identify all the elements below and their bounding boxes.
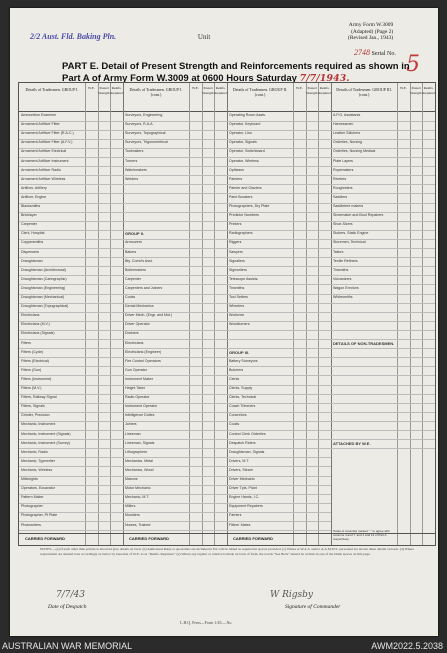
trade-row-label: Concretors: [229, 413, 247, 418]
trade-row-label: Operator, Switchboard: [229, 149, 265, 154]
trade-row-label: Mechanic, M.T.: [125, 495, 150, 500]
row-rule: [331, 312, 435, 313]
trade-row-label: Painter and Glaziers: [229, 185, 262, 190]
trade-row-label: Armament Artificer Fitter (A.F.V.): [21, 140, 73, 145]
trade-row-label: Drivers, Steam: [229, 467, 253, 472]
trade-row-label: Toolmakers: [125, 149, 144, 154]
trade-row-label: Armourers: [125, 240, 142, 245]
serial-number: [354, 48, 396, 57]
trade-row-label: Draughtsman (Engineering): [21, 285, 66, 290]
trade-row-label: Linesman, Signals: [125, 440, 155, 445]
trade-row-label: Surveyors, Trigonometrical: [125, 140, 168, 145]
trade-row-label: ATTACHED BY W.E.: [333, 440, 371, 446]
sub-column-header: W.E.: [400, 86, 407, 90]
trade-row-label: Fire Control Operators: [125, 358, 161, 363]
trade-row-label: Signallers: [229, 258, 245, 263]
commander-signature-label: Signature of Commander: [285, 604, 341, 610]
trade-row-label: Lithographers: [125, 449, 147, 454]
trade-row-label: Equipment Repairers: [229, 504, 263, 509]
trade-row-label: Saddlers: [333, 194, 348, 199]
trade-row-label: Electricians: [125, 340, 144, 345]
trade-row-label: Photographer, Pt Plate: [21, 513, 58, 518]
unit-stamp: 2/2 Aust. Fld. Baking Pln.: [30, 32, 117, 41]
trade-row-label: Fitters' Mates: [229, 522, 251, 527]
trade-row-label: Workmen: [229, 313, 245, 318]
trade-row-label: Height Taker: [125, 386, 146, 390]
trade-row-label: Armament Artificer Wireless: [21, 176, 66, 181]
trade-row-label: Mechanic, Radio: [21, 449, 48, 454]
trade-row-label: Driver Operator: [125, 322, 150, 327]
serial-value: 2748: [354, 48, 370, 57]
row-rule: [123, 193, 227, 194]
credit-right: AWM2022.5.2038: [371, 641, 443, 651]
commander-signature: W Rigsby: [270, 590, 313, 600]
trade-row-label: Blacksmiths: [21, 204, 41, 208]
trade-row-label: Whitesmiths: [333, 295, 353, 299]
trade-row-label: Radio Operator: [125, 395, 150, 400]
trade-row-label: Gun Operator: [125, 367, 147, 372]
trade-row-label: Intelligence Duties: [125, 413, 155, 418]
carried-forward-label: CARRIED FORWARD: [233, 536, 273, 541]
sub-column-header: Posted Strength.: [409, 86, 423, 95]
form-reference: [348, 22, 393, 42]
trade-row-label: Carpenters and Joiners: [125, 285, 163, 290]
row-rule: [331, 430, 435, 431]
row-rule: [227, 530, 331, 531]
trade-row-label: Grinder, Precision: [21, 413, 50, 418]
row-rule: [331, 303, 435, 304]
row-rule: [227, 339, 331, 340]
trade-row-label: Fitters: [21, 340, 31, 345]
trade-row-label: Boilermakers: [125, 267, 146, 272]
column-header: Details of Tradesmen. GROUP III. (cont.): [336, 87, 392, 97]
sub-column-divider: [422, 83, 423, 545]
column-divider: [331, 83, 332, 545]
credit-bar: [0, 640, 447, 653]
trade-row-label: GROUP III.: [229, 349, 250, 355]
trade-row-label: Shoemaker and Boot Repairers: [333, 213, 384, 218]
trade-row-label: Fitters (M.V.): [21, 386, 42, 390]
trade-row-label: Textile Refiners: [333, 258, 358, 263]
trade-row-label: Electricians: [21, 313, 40, 318]
trade-row-label: Clerk, Hospital: [21, 231, 45, 236]
trade-row-label: Tailors: [333, 249, 344, 254]
trade-row-label: Riveters: [333, 176, 347, 181]
title-line-2-text: Part A of Army Form W.3009 at 0600 Hours Saturday: [62, 73, 297, 84]
trade-row-label: Millwrights: [21, 477, 38, 481]
serial-label: Serial No.: [371, 51, 396, 57]
trade-row-label: Carpenter: [125, 276, 141, 281]
trade-row-label: Clerks, Technical: [229, 395, 257, 400]
trade-row-label: Driver Mech. (Engr. and Mot.): [125, 313, 173, 318]
trade-row-label: Fitters, Signals: [21, 404, 45, 409]
trade-row-label: Tinsmiths: [229, 285, 245, 290]
title-line-1: PART E. Detail of Present Strength and Reinforcements required as shown in: [62, 61, 410, 72]
trade-row-label: Draughtsman: [21, 258, 43, 263]
trade-row-label: Dental Mechanics: [125, 304, 154, 309]
row-rule: [123, 203, 227, 204]
trade-row-label: Armament Artificer Fitter (R.A.C.): [21, 131, 74, 136]
sub-column-header: Reinfs. Required.: [110, 86, 124, 95]
trade-row-label: Bakers: [125, 249, 137, 254]
sub-column-header: W.E.: [88, 86, 95, 90]
trade-row-label: Fitters (Cycle): [21, 349, 44, 354]
trade-row-label: Mechanic, Wireless: [21, 467, 53, 472]
trade-row-label: Motor Mechanic: [125, 486, 151, 491]
trade-row-label: Storemen, Technical: [333, 240, 366, 245]
trade-row-label: Clerks: [229, 376, 240, 381]
trade-row-label: Farriers: [229, 513, 242, 518]
sub-column-header: Reinfs. Required.: [422, 86, 436, 95]
trade-row-label: Fitters (Electrical): [21, 358, 49, 363]
row-rule: [331, 448, 435, 449]
trade-row-label: Riggers: [229, 240, 242, 245]
trade-row-label: Instrument Maker: [125, 376, 153, 381]
trade-row-label: Ammunition Examiner: [21, 113, 57, 117]
trade-row-label: Driver Mechanic: [229, 477, 255, 481]
trade-row-label: Orderlies, Nursing: [333, 140, 362, 145]
sub-column-header: Posted Strength.: [97, 86, 111, 95]
trade-row-label: Coach Trimmers: [229, 404, 256, 409]
trade-row-label: Mechanic, Instrument (Signals): [21, 431, 71, 436]
trade-row-label: Operator, Signals: [229, 140, 257, 145]
trade-row-label: Draughtsman (Mechanical): [21, 295, 65, 299]
trade-row-label: Electricians (Engineer): [125, 349, 162, 354]
trade-row-label: Driver Tpts. Plant: [229, 486, 257, 491]
trade-row-label: Signwriters: [229, 267, 247, 272]
trade-row-label: Armament Artificer Instrument: [21, 158, 69, 163]
trade-row-label: Welders: [125, 176, 139, 181]
column-header: Details of Tradesmen. GROUP I.: [25, 87, 79, 92]
trade-row-label: Saddletree makers: [333, 204, 364, 208]
trade-row-label: Printers: [229, 222, 242, 227]
trade-row-label: Tinsmiths: [333, 267, 349, 272]
trade-row-label: Control Clerk Orderlies: [229, 431, 266, 436]
trade-row-label: Cooks: [125, 295, 136, 299]
trade-row-label: Electricians (Signals): [21, 331, 55, 336]
sub-column-divider: [410, 83, 411, 545]
trade-row-label: Operators, Excavator: [21, 486, 55, 491]
credit-left: AUSTRALIAN WAR MEMORIAL: [2, 641, 133, 651]
trade-row-label: Nurses, Trained: [125, 522, 151, 527]
sub-column-header: Posted Strength.: [305, 86, 319, 95]
trade-row-label: Mechanic, Instrument (Survey): [21, 440, 70, 445]
trade-row-label: Joiners: [125, 422, 137, 427]
row-rule: [331, 321, 435, 322]
trade-row-label: Harnessmen: [333, 122, 354, 127]
row-rule: [227, 330, 331, 331]
trade-row-label: Radiographers: [229, 231, 253, 236]
trade-row-label: Sawyers: [229, 249, 243, 254]
trade-row-label: Predictor Numbers: [229, 213, 259, 218]
row-rule: [331, 412, 435, 413]
sub-column-header: Reinfs. Required.: [318, 86, 332, 95]
form-ref-line: (Revised Jan., 1943): [348, 35, 394, 41]
trade-row-label: Operating Room Assts.: [229, 113, 266, 117]
row-rule: [331, 375, 435, 376]
row-rule: [331, 421, 435, 422]
trade-row-label: Carpenter: [21, 222, 37, 227]
trade-row-label: Shoe-Sizers: [333, 222, 353, 227]
trade-row-label: Artificer, Engine: [21, 194, 47, 199]
trade-row-label: Photographer: [21, 504, 43, 509]
trade-row-label: Clerks, Supply: [229, 386, 253, 390]
trade-row-label: Operator, Lino: [229, 131, 252, 136]
trade-row-label: Electricians (M.V.): [21, 322, 50, 327]
totals-note: Totals of columbia marked " " to agree with columns 4 and 7, and 1 and 13 of Part A respectively.: [333, 529, 390, 541]
trade-row-label: GROUP II.: [125, 231, 145, 237]
trade-row-label: Battery Surveyors: [229, 358, 258, 363]
sub-column-header: Reinfs. Required.: [214, 86, 228, 95]
trade-row-label: Millers: [125, 504, 136, 509]
trade-row-label: Leather Stitchers: [333, 131, 361, 136]
trade-row-label: Surveyors, Topographical: [125, 131, 166, 136]
trade-row-label: Operator, Wireless: [229, 158, 259, 163]
trade-row-label: Wheelers: [229, 304, 245, 309]
carried-forward-label: CARRIED FORWARD: [129, 536, 169, 541]
red-annotation: 5: [406, 52, 420, 77]
trade-row-label: Photowriters: [21, 522, 41, 527]
trade-row-label: Watchmakers: [125, 167, 147, 172]
trade-row-label: Paint Boosters: [229, 194, 253, 199]
row-rule: [123, 212, 227, 213]
trade-row-label: Opticians: [229, 167, 244, 172]
trade-row-label: Cooks: [229, 422, 240, 427]
row-rule: [123, 221, 227, 222]
trade-row-label: Pattern Maker: [21, 495, 44, 500]
trade-row-label: Orderlies, Nursing Medical: [333, 149, 376, 154]
trade-row-label: Armament Artificer Electrical: [21, 149, 67, 154]
trade-row-label: Engine Hands, I.C.: [229, 495, 260, 500]
column-header: Details of Tradesmen. GROUP II. (cont.): [232, 87, 288, 97]
row-rule: [19, 530, 123, 531]
row-rule: [331, 366, 435, 367]
trade-row-label: Draughtsman, Signals: [229, 449, 265, 454]
trade-row-label: Painters: [229, 176, 243, 181]
sub-column-header: Posted Strength.: [201, 86, 215, 95]
trade-row-label: Turners: [125, 158, 138, 163]
trade-row-label: Fitters (Gun): [21, 367, 42, 372]
sub-column-header: W.E.: [296, 86, 303, 90]
trade-row-label: Instrument Operator: [125, 404, 158, 409]
row-rule: [123, 184, 227, 185]
row-rule: [331, 403, 435, 404]
trade-row-label: Photographers, Dry Plate: [229, 204, 270, 208]
trade-row-label: Butchers: [229, 367, 244, 372]
sub-column-header: W.E.: [192, 86, 199, 90]
trade-row-label: Bricklayer: [21, 213, 37, 218]
notes: NOTES.—(a) If each other than private is involved give details on back. (b) Authorised Rates or specialists are included in Est will be added as required in spaces provided. (c) Where A.W.A.S. and/or A.A.M.W.S. personnel are shown these details on back. (d) Where replacement are desired note accordingly as below by insertion of W.E. as as "Reinfs. Required." (e) Where any regular or relative is made on back of form, the words "See Back" should be written in one of the blank spaces on this page.: [40, 547, 414, 556]
trade-row-label: Linesman: [125, 431, 141, 436]
title-date: 7/7/1943.: [299, 73, 350, 84]
trade-row-label: Plate Layers: [333, 158, 353, 163]
trade-row-label: Wagon Erectors: [333, 285, 359, 290]
date-of-despatch-label: Date of Despatch: [48, 604, 87, 610]
trade-row-label: Operator, Keyboard: [229, 122, 261, 127]
unit-label: Unit: [197, 33, 211, 41]
trade-row-label: Stokers, Static Engine: [333, 231, 369, 236]
trade-row-label: Coppersmiths: [21, 240, 44, 245]
trade-row-label: A.P.G. Assistants: [333, 113, 361, 117]
row-rule: [331, 394, 435, 395]
trade-row-label: Mechanic, Instrument: [21, 422, 56, 427]
trade-row-label: Draughtsman (Topographical): [21, 304, 69, 309]
trade-row-label: Drivers, M.T.: [229, 458, 250, 463]
trade-row-label: Draughtsman (Architectural): [21, 267, 66, 272]
trade-row-label: Vulcanizers: [333, 276, 352, 281]
trade-row-label: Surveyors, R.A.A.: [125, 122, 154, 127]
form-ref-line: Army Form W.3009: [348, 22, 394, 28]
form-ref-line: (Adapted) (Page 2): [351, 28, 394, 35]
trade-row-label: Fitters (Instrument): [21, 376, 52, 381]
row-rule: [331, 330, 435, 331]
total-divider: [19, 533, 435, 534]
trade-row-label: Artificer, Artillery: [21, 185, 47, 190]
strength-table: [18, 82, 436, 546]
unit-line: [30, 32, 210, 41]
trade-row-label: Drainers: [125, 331, 139, 336]
trade-row-label: Woodturners: [229, 322, 250, 327]
trade-row-label: Armament Artificer Fitter: [21, 122, 60, 127]
trade-row-label: Mechanics, Metal: [125, 458, 153, 463]
trade-row-label: Dispensers: [21, 249, 39, 254]
trade-row-label: Mechanics, Wood: [125, 467, 154, 472]
trade-row-label: Moulders: [125, 513, 140, 518]
sub-column-divider: [397, 83, 398, 545]
printer-footer: L.H.Q. Press—Form 1/43.—No.: [180, 620, 233, 625]
trade-row-label: Masons: [125, 477, 138, 481]
trade-row-label: Fitters, Railway Signal: [21, 395, 57, 400]
trade-row-label: Draughtsman (Cartographic): [21, 276, 67, 281]
trade-row-label: Mechanic, Typewriter: [21, 458, 55, 463]
trade-row-label: Tool Setters: [229, 295, 248, 299]
trade-row-label: Bty. Comd's Asst.: [125, 258, 153, 263]
trade-row-label: Despatch Riders: [229, 440, 256, 445]
trade-row-label: Telescope Assists.: [229, 276, 259, 281]
trade-row-label: Ropemakers: [333, 167, 354, 172]
carried-forward-label: CARRIED FORWARD: [25, 536, 65, 541]
trade-row-label: DETAILS OF NON-TRADESMEN.: [333, 340, 395, 346]
date-handwritten: 7/7/43: [56, 590, 85, 600]
column-header: Details of Tradesmen. GROUP I. (cont.): [129, 87, 183, 97]
row-rule: [331, 348, 435, 349]
row-rule: [123, 530, 227, 531]
row-rule: [331, 357, 435, 358]
trade-row-label: Armament Artificer Radio: [21, 167, 61, 172]
trade-row-label: Surveyors, Engineering: [125, 113, 163, 117]
row-rule: [331, 385, 435, 386]
trade-row-label: Roughriders: [333, 185, 353, 190]
